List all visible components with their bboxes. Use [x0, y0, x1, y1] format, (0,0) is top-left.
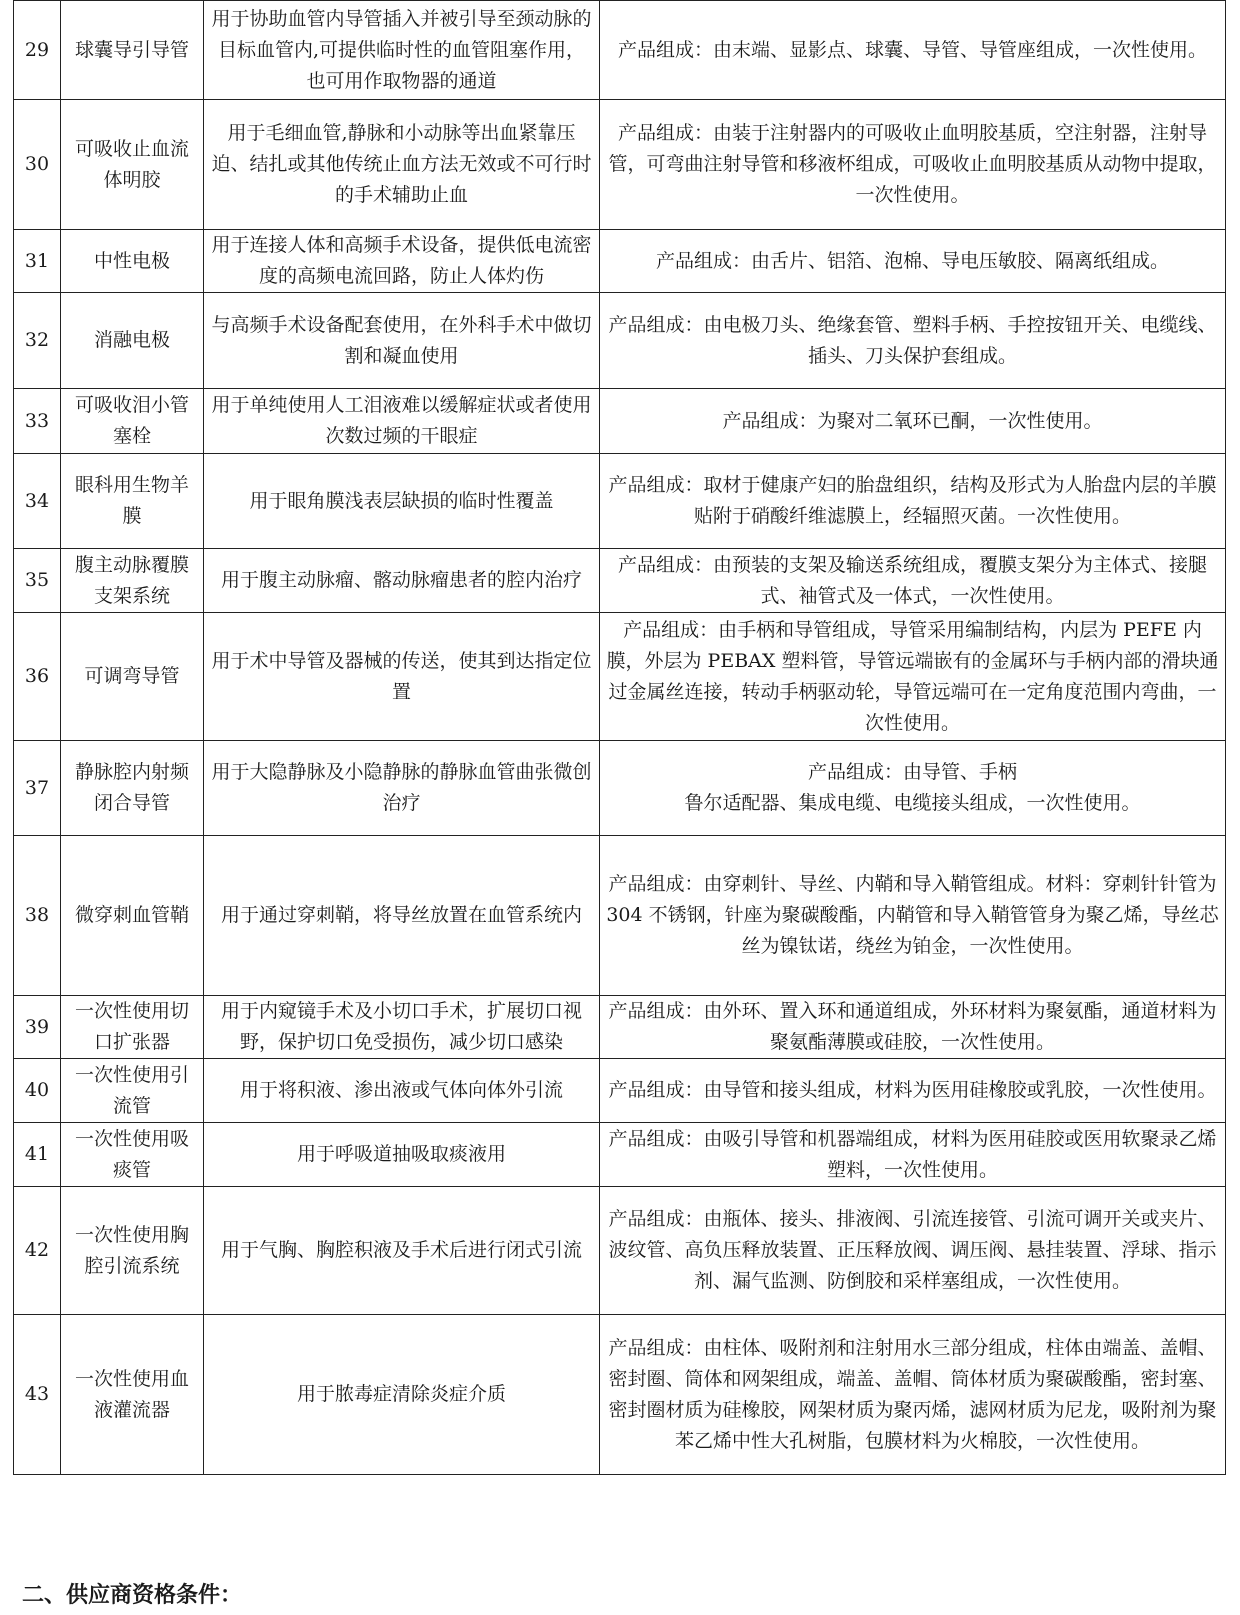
product-name: 微穿刺血管鞘 — [61, 836, 204, 996]
composition-line: 产品组成：由导管、手柄 — [807, 761, 1017, 783]
product-use: 用于通过穿刺鞘，将导丝放置在血管系统内 — [204, 836, 600, 996]
product-name: 一次性使用吸痰管 — [61, 1123, 204, 1187]
product-name: 一次性使用胸腔引流系统 — [61, 1187, 204, 1315]
product-table — [13, 0, 1226, 1475]
product-use: 用于协助血管内导管插入并被引导至颈动脉的目标血管内,可提供临时性的血管阻塞作用，也可用作取物器的通道 — [204, 1, 600, 100]
table-row — [14, 389, 1226, 454]
table-row — [14, 1123, 1226, 1187]
row-number: 35 — [14, 549, 61, 613]
product-composition: 产品组成：由预装的支架及输送系统组成，覆膜支架分为主体式、接腿式、袖管式及一体式，一次性使用。 — [600, 549, 1226, 613]
row-number: 40 — [14, 1059, 61, 1123]
product-use: 用于将积液、渗出液或气体向体外引流 — [204, 1059, 600, 1123]
table-row — [14, 1, 1226, 100]
table-row — [14, 1059, 1226, 1123]
row-number: 36 — [14, 613, 61, 741]
row-number: 31 — [14, 230, 61, 293]
product-use: 用于脓毒症清除炎症介质 — [204, 1315, 600, 1475]
table-row — [14, 293, 1226, 389]
product-composition: 产品组成：由末端、显影点、球囊、导管、导管座组成，一次性使用。 — [600, 1, 1226, 100]
product-use: 用于连接人体和高频手术设备，提供低电流密度的高频电流回路，防止人体灼伤 — [204, 230, 600, 293]
product-use: 用于毛细血管,静脉和小动脉等出血紧靠压迫、结扎或其他传统止血方法无效或不可行时的手术辅助止血 — [204, 100, 600, 230]
product-composition: 产品组成：由穿刺针、导丝、内鞘和导入鞘管组成。材料：穿刺针针管为 304 不锈钢，针座为聚碳酸酯，内鞘管和导入鞘管管身为聚乙烯，导丝芯丝为镍钛诺，绕丝为铂金，一次性使用。 — [600, 836, 1226, 996]
row-number: 42 — [14, 1187, 61, 1315]
table-row — [14, 836, 1226, 996]
product-name: 可吸收泪小管塞栓 — [61, 389, 204, 454]
product-name: 一次性使用血液灌流器 — [61, 1315, 204, 1475]
product-use: 用于内窥镜手术及小切口手术，扩展切口视野，保护切口免受损伤，减少切口感染 — [204, 996, 600, 1059]
table-row — [14, 100, 1226, 230]
product-name: 消融电极 — [61, 293, 204, 389]
product-composition: 产品组成：由导管和接头组成，材料为医用硅橡胶或乳胶，一次性使用。 — [600, 1059, 1226, 1123]
product-composition: 产品组成：取材于健康产妇的胎盘组织，结构及形式为人胎盘内层的羊膜贴附于硝酸纤维滤膜上，经辐照灭菌。一次性使用。 — [600, 454, 1226, 549]
product-composition: 产品组成：由舌片、铝箔、泡棉、导电压敏胶、隔离纸组成。 — [600, 230, 1226, 293]
product-name: 一次性使用引流管 — [61, 1059, 204, 1123]
product-composition: 产品组成：由装于注射器内的可吸收止血明胶基质，空注射器，注射导管，可弯曲注射导管和移液杯组成，可吸收止血明胶基质从动物中提取，一次性使用。 — [600, 100, 1226, 230]
product-composition: 产品组成：由外环、置入环和通道组成，外环材料为聚氨酯，通道材料为聚氨酯薄膜或硅胶，一次性使用。 — [600, 996, 1226, 1059]
product-name: 腹主动脉覆膜支架系统 — [61, 549, 204, 613]
product-use: 用于气胸、胸腔积液及手术后进行闭式引流 — [204, 1187, 600, 1315]
row-number: 41 — [14, 1123, 61, 1187]
product-use: 用于大隐静脉及小隐静脉的静脉血管曲张微创治疗 — [204, 741, 600, 836]
product-composition: 产品组成：为聚对二氧环已酮，一次性使用。 — [600, 389, 1226, 454]
row-number: 43 — [14, 1315, 61, 1475]
table-row — [14, 454, 1226, 549]
table-row — [14, 613, 1226, 741]
product-use: 用于单纯使用人工泪液难以缓解症状或者使用次数过频的干眼症 — [204, 389, 600, 454]
table-row — [14, 230, 1226, 293]
row-number: 29 — [14, 1, 61, 100]
table-row — [14, 741, 1226, 836]
product-composition: 产品组成：由柱体、吸附剂和注射用水三部分组成，柱体由端盖、盖帽、密封圈、筒体和网架组成，端盖、盖帽、筒体材质为聚碳酸酯，密封塞、密封圈材质为硅橡胶，网架材质为聚丙烯，滤网材质为尼龙，吸附剂为聚苯乙烯中性大孔树脂，包膜材料为火棉胶，一次性使用。 — [600, 1315, 1226, 1475]
product-name: 可吸收止血流体明胶 — [61, 100, 204, 230]
product-use: 与高频手术设备配套使用，在外科手术中做切割和凝血使用 — [204, 293, 600, 389]
row-number: 30 — [14, 100, 61, 230]
product-name: 眼科用生物羊膜 — [61, 454, 204, 549]
product-name: 中性电极 — [61, 230, 204, 293]
product-name: 可调弯导管 — [61, 613, 204, 741]
product-use: 用于腹主动脉瘤、髂动脉瘤患者的腔内治疗 — [204, 549, 600, 613]
row-number: 33 — [14, 389, 61, 454]
product-name: 球囊导引导管 — [61, 1, 204, 100]
table-row — [14, 549, 1226, 613]
row-number: 38 — [14, 836, 61, 996]
table-row — [14, 1315, 1226, 1475]
section-heading: 二、供应商资格条件： — [22, 1583, 243, 1608]
product-composition: 产品组成：由瓶体、接头、排液阀、引流连接管、引流可调开关或夹片、波纹管、高负压释放装置、正压释放阀、调压阀、悬挂装置、浮球、指示剂、漏气监测、防倒胶和采样塞组成，一次性使用。 — [600, 1187, 1226, 1315]
table-row — [14, 1187, 1226, 1315]
row-number: 34 — [14, 454, 61, 549]
row-number: 39 — [14, 996, 61, 1059]
product-composition: 产品组成：由吸引导管和机器端组成，材料为医用硅胶或医用软聚录乙烯塑料，一次性使用。 — [600, 1123, 1226, 1187]
product-composition: 产品组成：由电极刀头、绝缘套管、塑料手柄、手控按钮开关、电缆线、插头、刀头保护套组成。 — [600, 293, 1226, 389]
product-use: 用于呼吸道抽吸取痰液用 — [204, 1123, 600, 1187]
product-name: 一次性使用切口扩张器 — [61, 996, 204, 1059]
row-number: 37 — [14, 741, 61, 836]
product-composition: 产品组成：由手柄和导管组成，导管采用编制结构，内层为 PEFE 内膜，外层为 PEBAX 塑料管，导管远端嵌有的金属环与手柄内部的滑块通过金属丝连接，转动手柄驱动轮，导管远端可在一定角度范围内弯曲，一次性使用。 — [600, 613, 1226, 741]
row-number: 32 — [14, 293, 61, 389]
product-use: 用于眼角膜浅表层缺损的临时性覆盖 — [204, 454, 600, 549]
product-use: 用于术中导管及器械的传送，使其到达指定位置 — [204, 613, 600, 741]
product-name: 静脉腔内射频闭合导管 — [61, 741, 204, 836]
table-row — [14, 996, 1226, 1059]
product-composition — [600, 741, 1226, 836]
composition-line: 鲁尔适配器、集成电缆、电缆接头组成，一次性使用。 — [684, 792, 1141, 814]
